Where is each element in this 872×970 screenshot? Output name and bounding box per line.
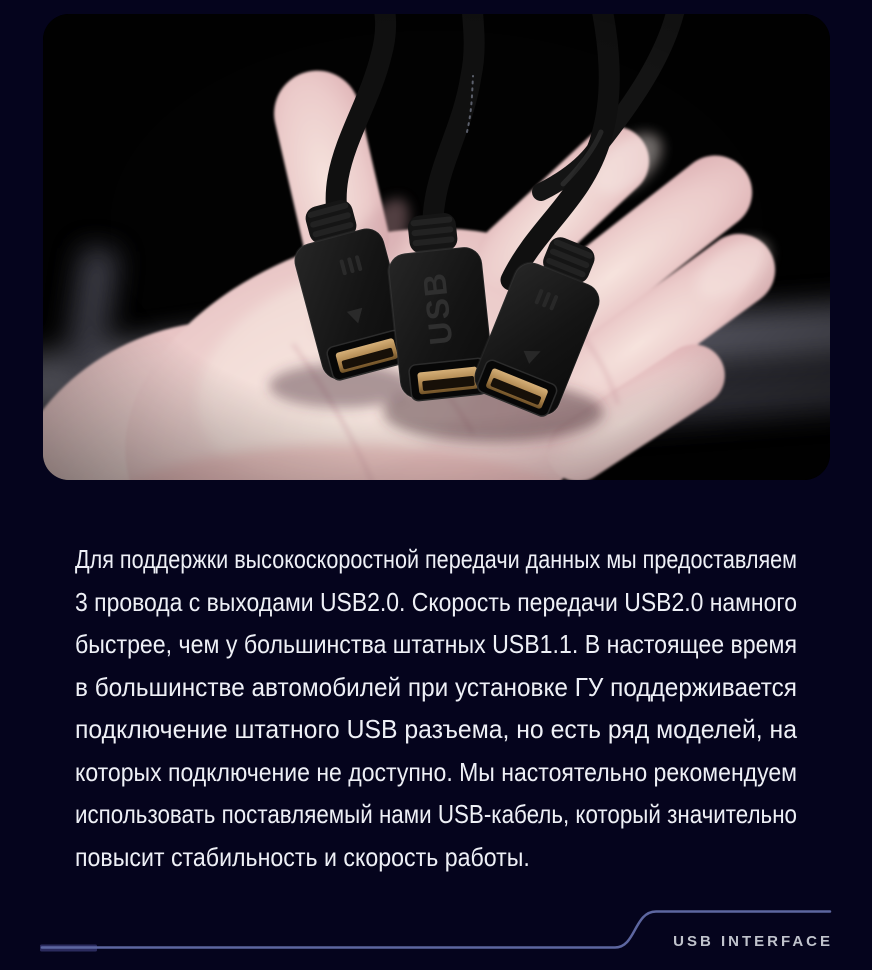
footer-usb-interface-label: USB INTERFACE	[673, 933, 833, 950]
photo-vignette	[43, 14, 830, 480]
description-line: 3 провода с выходами USB2.0. Скорость передачи USB2.0 намного	[75, 586, 797, 617]
description-line: Для поддержки высокоскоростной передачи данных мы предоставляем	[75, 544, 797, 574]
description-line: быстрее, чем у большинства штатных USB1.1. В настоящее время	[75, 629, 797, 659]
description-line: в большинстве автомобилей при установке ГУ поддерживается	[75, 671, 797, 702]
description-line: использовать поставляемый нами USB-кабель, который значительно	[75, 799, 797, 829]
product-photo-art	[43, 14, 830, 480]
description-paragraph	[75, 538, 797, 878]
description-line: подключение штатного USB разъема, но есть ряд моделей, на	[75, 714, 797, 744]
description-line: которых подключение не доступно. Мы настоятельно рекомендуем	[75, 756, 797, 787]
product-photo	[43, 14, 830, 480]
description-line: повысит стабильность и скорость работы.	[75, 841, 530, 872]
